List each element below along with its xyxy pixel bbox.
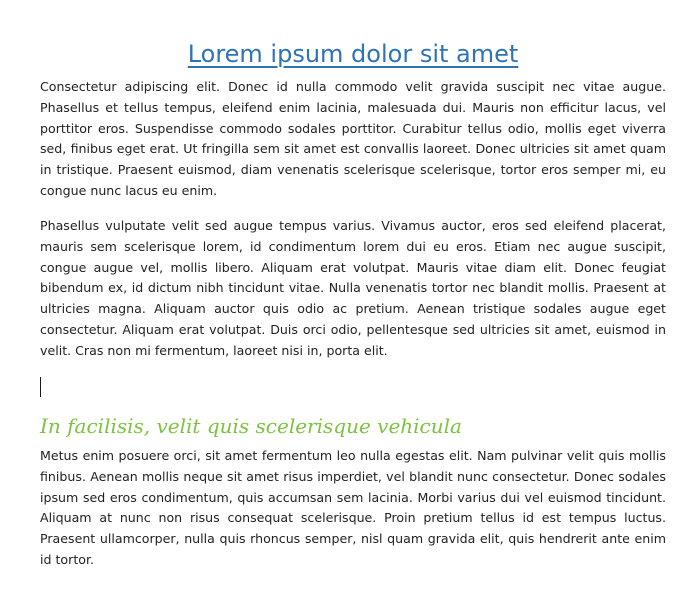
body-paragraph-1: Consectetur adipiscing elit. Donec id nulla commodo velit gravida suscipit nec vitae augue. Phasellus et tellus tempus, eleifend enim lacinia, malesuada dui. Mauris non efficitur lacus, vel porttitor eros. Suspendisse commodo sodales porttitor. Curabitur tellus odio, mollis eget viverra sed, finibus eget erat. Ut fringilla sem sit amet est convallis laoreet. Donec ultricies sit amet quam in tristique. Praesent euismod, diam venenatis scelerisque scelerisque, tortor eros semper mi, eu congue nunc lacus eu enim.: [40, 79, 666, 198]
body-paragraph-3: Metus enim posuere orci, sit amet fermentum leo nulla egestas elit. Nam pulvinar velit quis mollis finibus. Aenean mollis neque sit amet risus imperdiet, vel blandit nunc consectetur. Donec sodales ipsum sed eros condimentum, quis accumsan sem lacinia. Morbi varius dui vel euismod tincidunt. Aliquam at nunc non risus consequat scelerisque. Proin pretium tellus id est tempus luctus. Praesent ullamcorper, nulla quis rhoncus semper, nisl quam gravida elit, quis hendrerit ante enim id tortor.: [40, 448, 666, 567]
body-paragraph-2: Phasellus vulputate velit sed augue tempus varius. Vivamus auctor, eros sed eleifend placerat, mauris sem scelerisque lorem, id condimentum lorem dui eu eros. Etiam nec augue suscipit, congue augue vel, mollis libero. Aliquam erat volutpat. Mauris vitae diam elit. Donec feugiat bibendum ex, id dictum nibh tincidunt vitae. Nulla venenatis tortor nec blandit mollis. Praesent at ultricies magna. Aliquam auctor quis odio ac pretium. Aenean tristique sodales augue eget consectetur. Aliquam erat volutpat. Duis orci odio, pellentesque sed ultricies sit amet, euismod in velit. Cras non mi fermentum, laoreet nisi in, porta elit.: [40, 218, 666, 358]
section-heading: In facilisis, velit quis scelerisque vehicula: [40, 414, 462, 438]
text-insertion-cursor: [40, 377, 41, 397]
document-title: Lorem ipsum dolor sit amet: [187, 40, 519, 68]
